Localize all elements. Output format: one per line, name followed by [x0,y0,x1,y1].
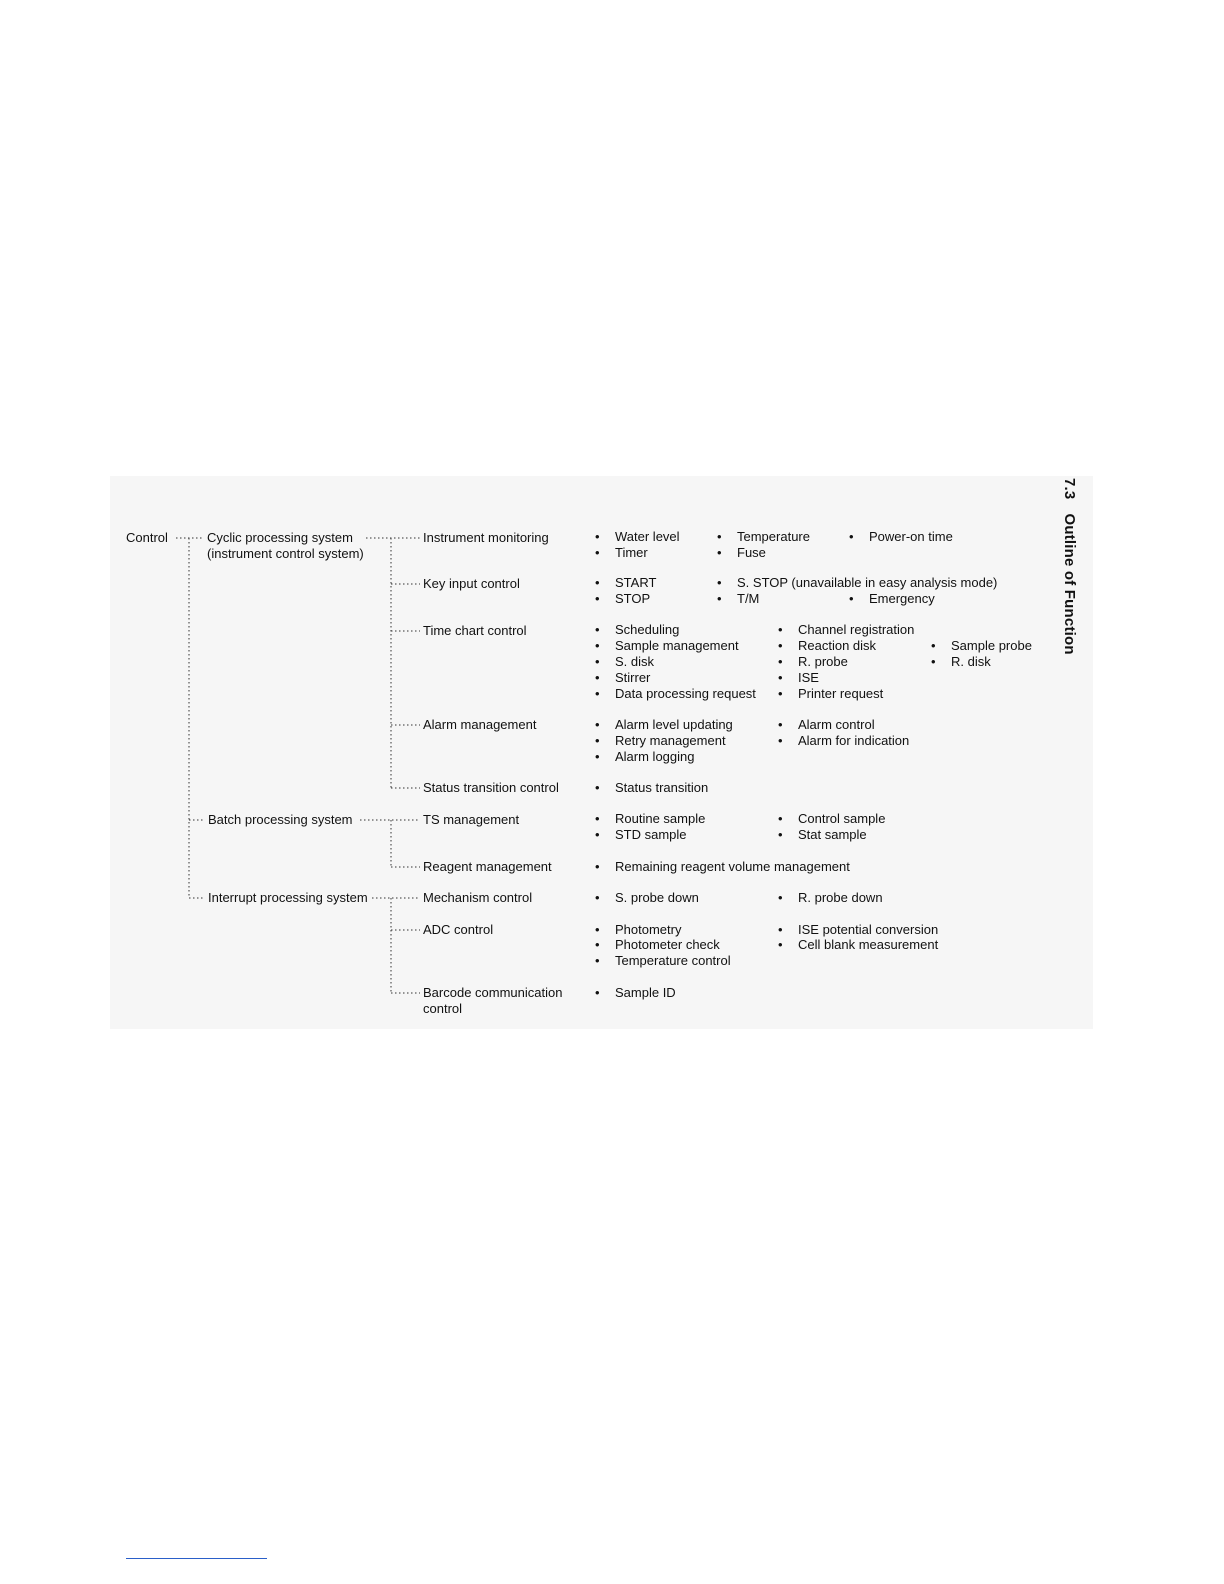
item-ise: • ISE [798,670,819,686]
item-routine-sample: • Routine sample [615,811,705,827]
item-alarm-logging: • Alarm logging [615,749,695,765]
item-reaction-disk: • Reaction disk [798,638,876,654]
item-emergency: • Emergency [869,591,935,607]
item-s-stop: • S. STOP (unavailable in easy analysis mode) [737,575,997,591]
item-remaining-reagent-volume-management: • Remaining reagent volume management [615,859,850,875]
item-printer-request: • Printer request [798,686,883,702]
function-ts-management: TS management [423,812,520,827]
item-channel-registration: • Channel registration [798,622,914,638]
item-r-disk: • R. disk [951,654,991,670]
section-number: 7.3 [1061,478,1078,500]
item-fuse: • Fuse [737,545,766,561]
function-mechanism-control: Mechanism control [423,890,533,905]
root-node: Control [126,530,168,545]
item-scheduling: • Scheduling [615,622,679,638]
item-start: • START [615,575,656,591]
item-s-probe-down: • S. probe down [615,890,699,906]
item-temperature-control: • Temperature control [615,953,731,969]
item-data-processing-request: • Data processing request [615,686,756,702]
item-stirrer: • Stirrer [615,670,650,686]
item-alarm-control: • Alarm control [798,717,875,733]
item-stop: • STOP [615,591,650,607]
function-barcode-communication-control: Barcode communication [423,985,563,1000]
function-key-input-control: Key input control [423,576,520,591]
item-retry-management: • Retry management [615,733,726,749]
item-ise-potential-conversion: • ISE potential conversion [798,922,938,938]
item-photometry: • Photometry [615,922,681,938]
system-cyclic-subtitle: (instrument control system) [207,546,364,561]
system-cyclic: Cyclic processing system [207,530,353,545]
item-temperature: • Temperature [737,529,810,545]
item-water-level: • Water level [615,529,680,545]
item-sample-management: • Sample management [615,638,739,654]
section-header [1061,478,1078,655]
system-batch: Batch processing system [208,812,353,827]
item-std-sample: • STD sample [615,827,687,843]
item-power-on-time: • Power-on time [869,529,953,545]
item-sample-id: • Sample ID [615,985,676,1001]
item-s-disk: • S. disk [615,654,654,670]
footnote-rule [126,1558,267,1559]
item-r-probe-down: • R. probe down [798,890,883,906]
item-stat-sample: • Stat sample [798,827,867,843]
function-status-transition-control: Status transition control [423,780,559,795]
system-interrupt: Interrupt processing system [208,890,368,905]
item-cell-blank-measurement: • Cell blank measurement [798,937,938,953]
item-r-probe: • R. probe [798,654,848,670]
item-alarm-level-updating: • Alarm level updating [615,717,733,733]
section-title: Outline of Function [1061,513,1078,655]
function-adc-control: ADC control [423,922,494,937]
function-instrument-monitoring: Instrument monitoring [423,530,549,545]
item-alarm-for-indication: • Alarm for indication [798,733,909,749]
function-barcode-communication-control-line2: control [423,1001,463,1016]
item-status-transition: • Status transition [615,780,708,796]
function-reagent-management: Reagent management [423,859,552,874]
item-photometer-check: • Photometer check [615,937,720,953]
function-alarm-management: Alarm management [423,717,537,732]
function-time-chart-control: Time chart control [423,623,527,638]
item-sample-probe: • Sample probe [951,638,1032,654]
item-timer: • Timer [615,545,648,561]
item-tm: • T/M [737,591,759,607]
item-control-sample: • Control sample [798,811,885,827]
